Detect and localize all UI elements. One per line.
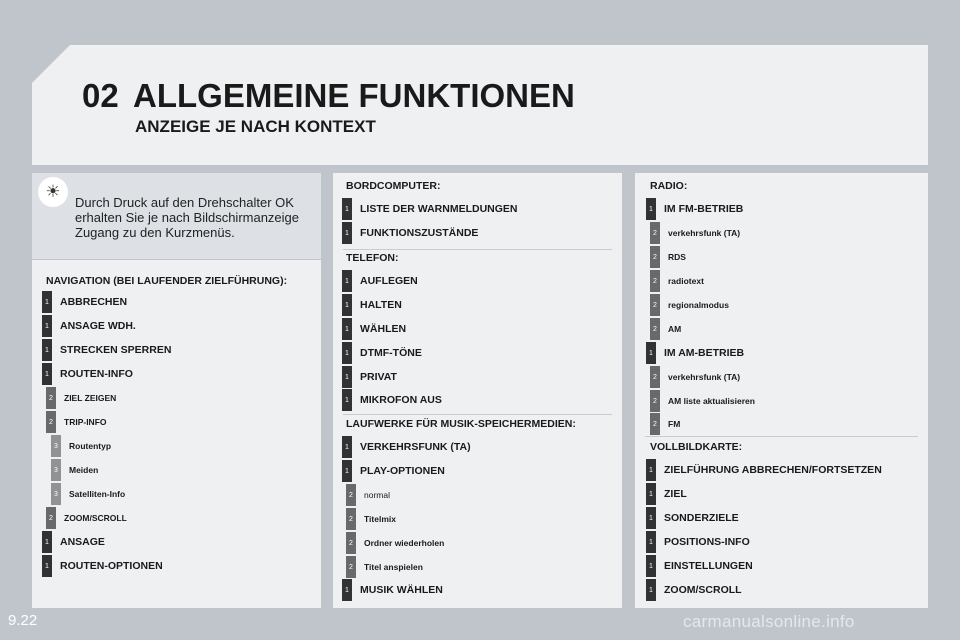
list-item bbox=[650, 389, 755, 413]
level-badge: 1 bbox=[646, 198, 656, 220]
list-item bbox=[342, 388, 442, 412]
level-badge: 2 bbox=[346, 556, 356, 578]
level-badge: 1 bbox=[646, 459, 656, 481]
bord-heading: BORDCOMPUTER: bbox=[346, 180, 441, 192]
watermark: carmanualsonline.info bbox=[683, 612, 855, 631]
list-item bbox=[646, 482, 687, 506]
list-item bbox=[46, 506, 127, 530]
list-item bbox=[646, 506, 739, 530]
list-item bbox=[650, 365, 740, 389]
item-label: IM AM-BETRIEB bbox=[664, 347, 745, 359]
item-label: AUFLEGEN bbox=[360, 275, 418, 287]
level-badge: 1 bbox=[342, 198, 352, 220]
level-badge: 1 bbox=[646, 555, 656, 577]
item-label: IM FM-BETRIEB bbox=[664, 203, 744, 215]
level-badge: 2 bbox=[46, 387, 56, 409]
list-item bbox=[650, 293, 729, 317]
level-badge: 2 bbox=[46, 411, 56, 433]
list-item bbox=[42, 314, 136, 338]
item-label: ZIEL ZEIGEN bbox=[64, 393, 117, 403]
list-item bbox=[42, 362, 133, 386]
item-label: ANSAGE bbox=[60, 536, 105, 548]
level-badge: 1 bbox=[646, 342, 656, 364]
list-item bbox=[346, 483, 390, 507]
level-badge: 2 bbox=[650, 270, 660, 292]
level-badge: 1 bbox=[42, 339, 52, 361]
item-label: verkehrsfunk (TA) bbox=[668, 372, 741, 382]
divider bbox=[645, 436, 918, 437]
level-badge: 2 bbox=[650, 222, 660, 244]
list-item bbox=[646, 458, 882, 482]
item-label: DTMF-TÖNE bbox=[360, 347, 422, 359]
list-item bbox=[650, 317, 681, 341]
level-badge: 1 bbox=[646, 579, 656, 601]
level-badge: 3 bbox=[51, 435, 61, 457]
level-badge: 1 bbox=[342, 366, 352, 388]
level-badge: 1 bbox=[646, 483, 656, 505]
musik-heading: LAUFWERKE FÜR MUSIK-SPEICHERMEDIEN: bbox=[346, 418, 576, 430]
level-badge: 1 bbox=[42, 531, 52, 553]
item-label: FUNKTIONSZUSTÄNDE bbox=[360, 227, 479, 239]
level-badge: 2 bbox=[650, 366, 660, 388]
list-item bbox=[42, 530, 105, 554]
list-item bbox=[46, 386, 116, 410]
list-item bbox=[342, 197, 518, 221]
karte-heading: VOLLBILDKARTE: bbox=[650, 441, 743, 453]
nav-heading: NAVIGATION (BEI LAUFENDER ZIELFÜHRUNG): bbox=[46, 275, 288, 287]
item-label: MUSIK WÄHLEN bbox=[360, 584, 443, 596]
page-subtitle: ANZEIGE JE NACH KONTEXT bbox=[135, 117, 376, 136]
level-badge: 1 bbox=[342, 389, 352, 411]
item-label: normal bbox=[364, 490, 390, 500]
item-label: ROUTEN-INFO bbox=[60, 368, 133, 380]
level-badge: 3 bbox=[51, 459, 61, 481]
item-label: ABBRECHEN bbox=[60, 296, 128, 308]
list-item bbox=[51, 434, 111, 458]
sun-icon: ☀ bbox=[38, 177, 68, 207]
list-item bbox=[51, 482, 125, 506]
level-badge: 2 bbox=[346, 508, 356, 530]
item-label: ZIELFÜHRUNG ABBRECHEN/FORTSETZEN bbox=[664, 464, 882, 476]
item-label: MIKROFON AUS bbox=[360, 394, 442, 406]
level-badge: 1 bbox=[42, 291, 52, 313]
level-badge: 1 bbox=[342, 342, 352, 364]
level-badge: 2 bbox=[650, 294, 660, 316]
radio-heading: RADIO: bbox=[650, 180, 688, 192]
level-badge: 1 bbox=[342, 318, 352, 340]
item-label: verkehrsfunk (TA) bbox=[668, 228, 741, 238]
list-item bbox=[346, 531, 444, 555]
list-item bbox=[342, 341, 422, 365]
list-item bbox=[42, 338, 171, 362]
level-badge: 1 bbox=[342, 436, 352, 458]
item-label: TRIP-INFO bbox=[64, 417, 107, 427]
list-item bbox=[42, 290, 127, 314]
item-label: PLAY-OPTIONEN bbox=[360, 465, 445, 477]
level-badge: 2 bbox=[346, 532, 356, 554]
item-label: POSITIONS-INFO bbox=[664, 536, 750, 548]
list-item bbox=[646, 578, 742, 602]
level-badge: 1 bbox=[342, 579, 352, 601]
divider bbox=[343, 249, 612, 250]
level-badge: 2 bbox=[650, 390, 660, 412]
item-label: ZIEL bbox=[664, 488, 687, 500]
list-item bbox=[342, 435, 471, 459]
list-item bbox=[646, 554, 753, 578]
list-item bbox=[346, 555, 423, 579]
item-label: ZOOM/SCROLL bbox=[64, 513, 127, 523]
list-item bbox=[46, 410, 107, 434]
page-number: 9.22 bbox=[8, 612, 38, 629]
list-item bbox=[51, 458, 98, 482]
level-badge: 2 bbox=[650, 413, 660, 435]
list-item bbox=[342, 578, 443, 602]
item-label: FM bbox=[668, 419, 681, 429]
level-badge: 1 bbox=[342, 270, 352, 292]
list-item bbox=[650, 221, 740, 245]
item-label: AM liste aktualisieren bbox=[668, 396, 755, 406]
list-item bbox=[346, 507, 396, 531]
item-label: ANSAGE WDH. bbox=[60, 320, 136, 332]
item-label: STRECKEN SPERREN bbox=[60, 344, 172, 356]
item-label: WÄHLEN bbox=[360, 323, 407, 335]
item-label: Titel anspielen bbox=[364, 562, 423, 572]
item-label: Meiden bbox=[69, 465, 99, 475]
item-label: Routentyp bbox=[69, 441, 112, 451]
list-item bbox=[650, 412, 680, 436]
list-item bbox=[42, 554, 163, 578]
telefon-heading: TELEFON: bbox=[346, 252, 399, 264]
list-item bbox=[342, 317, 406, 341]
tip-text: Durch Druck auf den Drehschalter OK erhalten Sie je nach Bildschirmanzeige Zugang zu den Kurzmenüs. bbox=[75, 195, 300, 240]
item-label: EINSTELLUNGEN bbox=[664, 560, 753, 572]
level-badge: 1 bbox=[42, 555, 52, 577]
item-label: radiotext bbox=[668, 276, 704, 286]
divider bbox=[343, 414, 612, 415]
level-badge: 3 bbox=[51, 483, 61, 505]
list-item bbox=[646, 341, 744, 365]
list-item bbox=[646, 530, 750, 554]
item-label: HALTEN bbox=[360, 299, 402, 311]
list-item bbox=[646, 197, 743, 221]
item-label: regionalmodus bbox=[668, 300, 729, 310]
level-badge: 1 bbox=[342, 222, 352, 244]
level-badge: 1 bbox=[42, 315, 52, 337]
level-badge: 1 bbox=[646, 507, 656, 529]
list-item bbox=[342, 293, 402, 317]
chapter-number: 02 bbox=[82, 77, 119, 114]
item-label: ROUTEN-OPTIONEN bbox=[60, 560, 163, 572]
page-title: ALLGEMEINE FUNKTIONEN bbox=[133, 77, 575, 114]
list-item bbox=[342, 459, 445, 483]
level-badge: 1 bbox=[646, 531, 656, 553]
level-badge: 2 bbox=[346, 484, 356, 506]
list-item bbox=[650, 245, 686, 269]
list-item bbox=[342, 221, 478, 245]
level-badge: 2 bbox=[650, 318, 660, 340]
item-label: ZOOM/SCROLL bbox=[664, 584, 742, 596]
list-item bbox=[342, 269, 418, 293]
item-label: SONDERZIELE bbox=[664, 512, 739, 524]
level-badge: 2 bbox=[46, 507, 56, 529]
item-label: AM bbox=[668, 324, 682, 334]
list-item bbox=[650, 269, 704, 293]
level-badge: 1 bbox=[342, 460, 352, 482]
item-label: Titelmix bbox=[364, 514, 396, 524]
item-label: Ordner wiederholen bbox=[364, 538, 445, 548]
list-item bbox=[342, 365, 397, 389]
level-badge: 2 bbox=[650, 246, 660, 268]
item-label: RDS bbox=[668, 252, 686, 262]
item-label: PRIVAT bbox=[360, 371, 397, 383]
item-label: VERKEHRSFUNK (TA) bbox=[360, 441, 471, 453]
level-badge: 1 bbox=[42, 363, 52, 385]
item-label: Satelliten-Info bbox=[69, 489, 126, 499]
item-label: LISTE DER WARNMELDUNGEN bbox=[360, 203, 518, 215]
level-badge: 1 bbox=[342, 294, 352, 316]
